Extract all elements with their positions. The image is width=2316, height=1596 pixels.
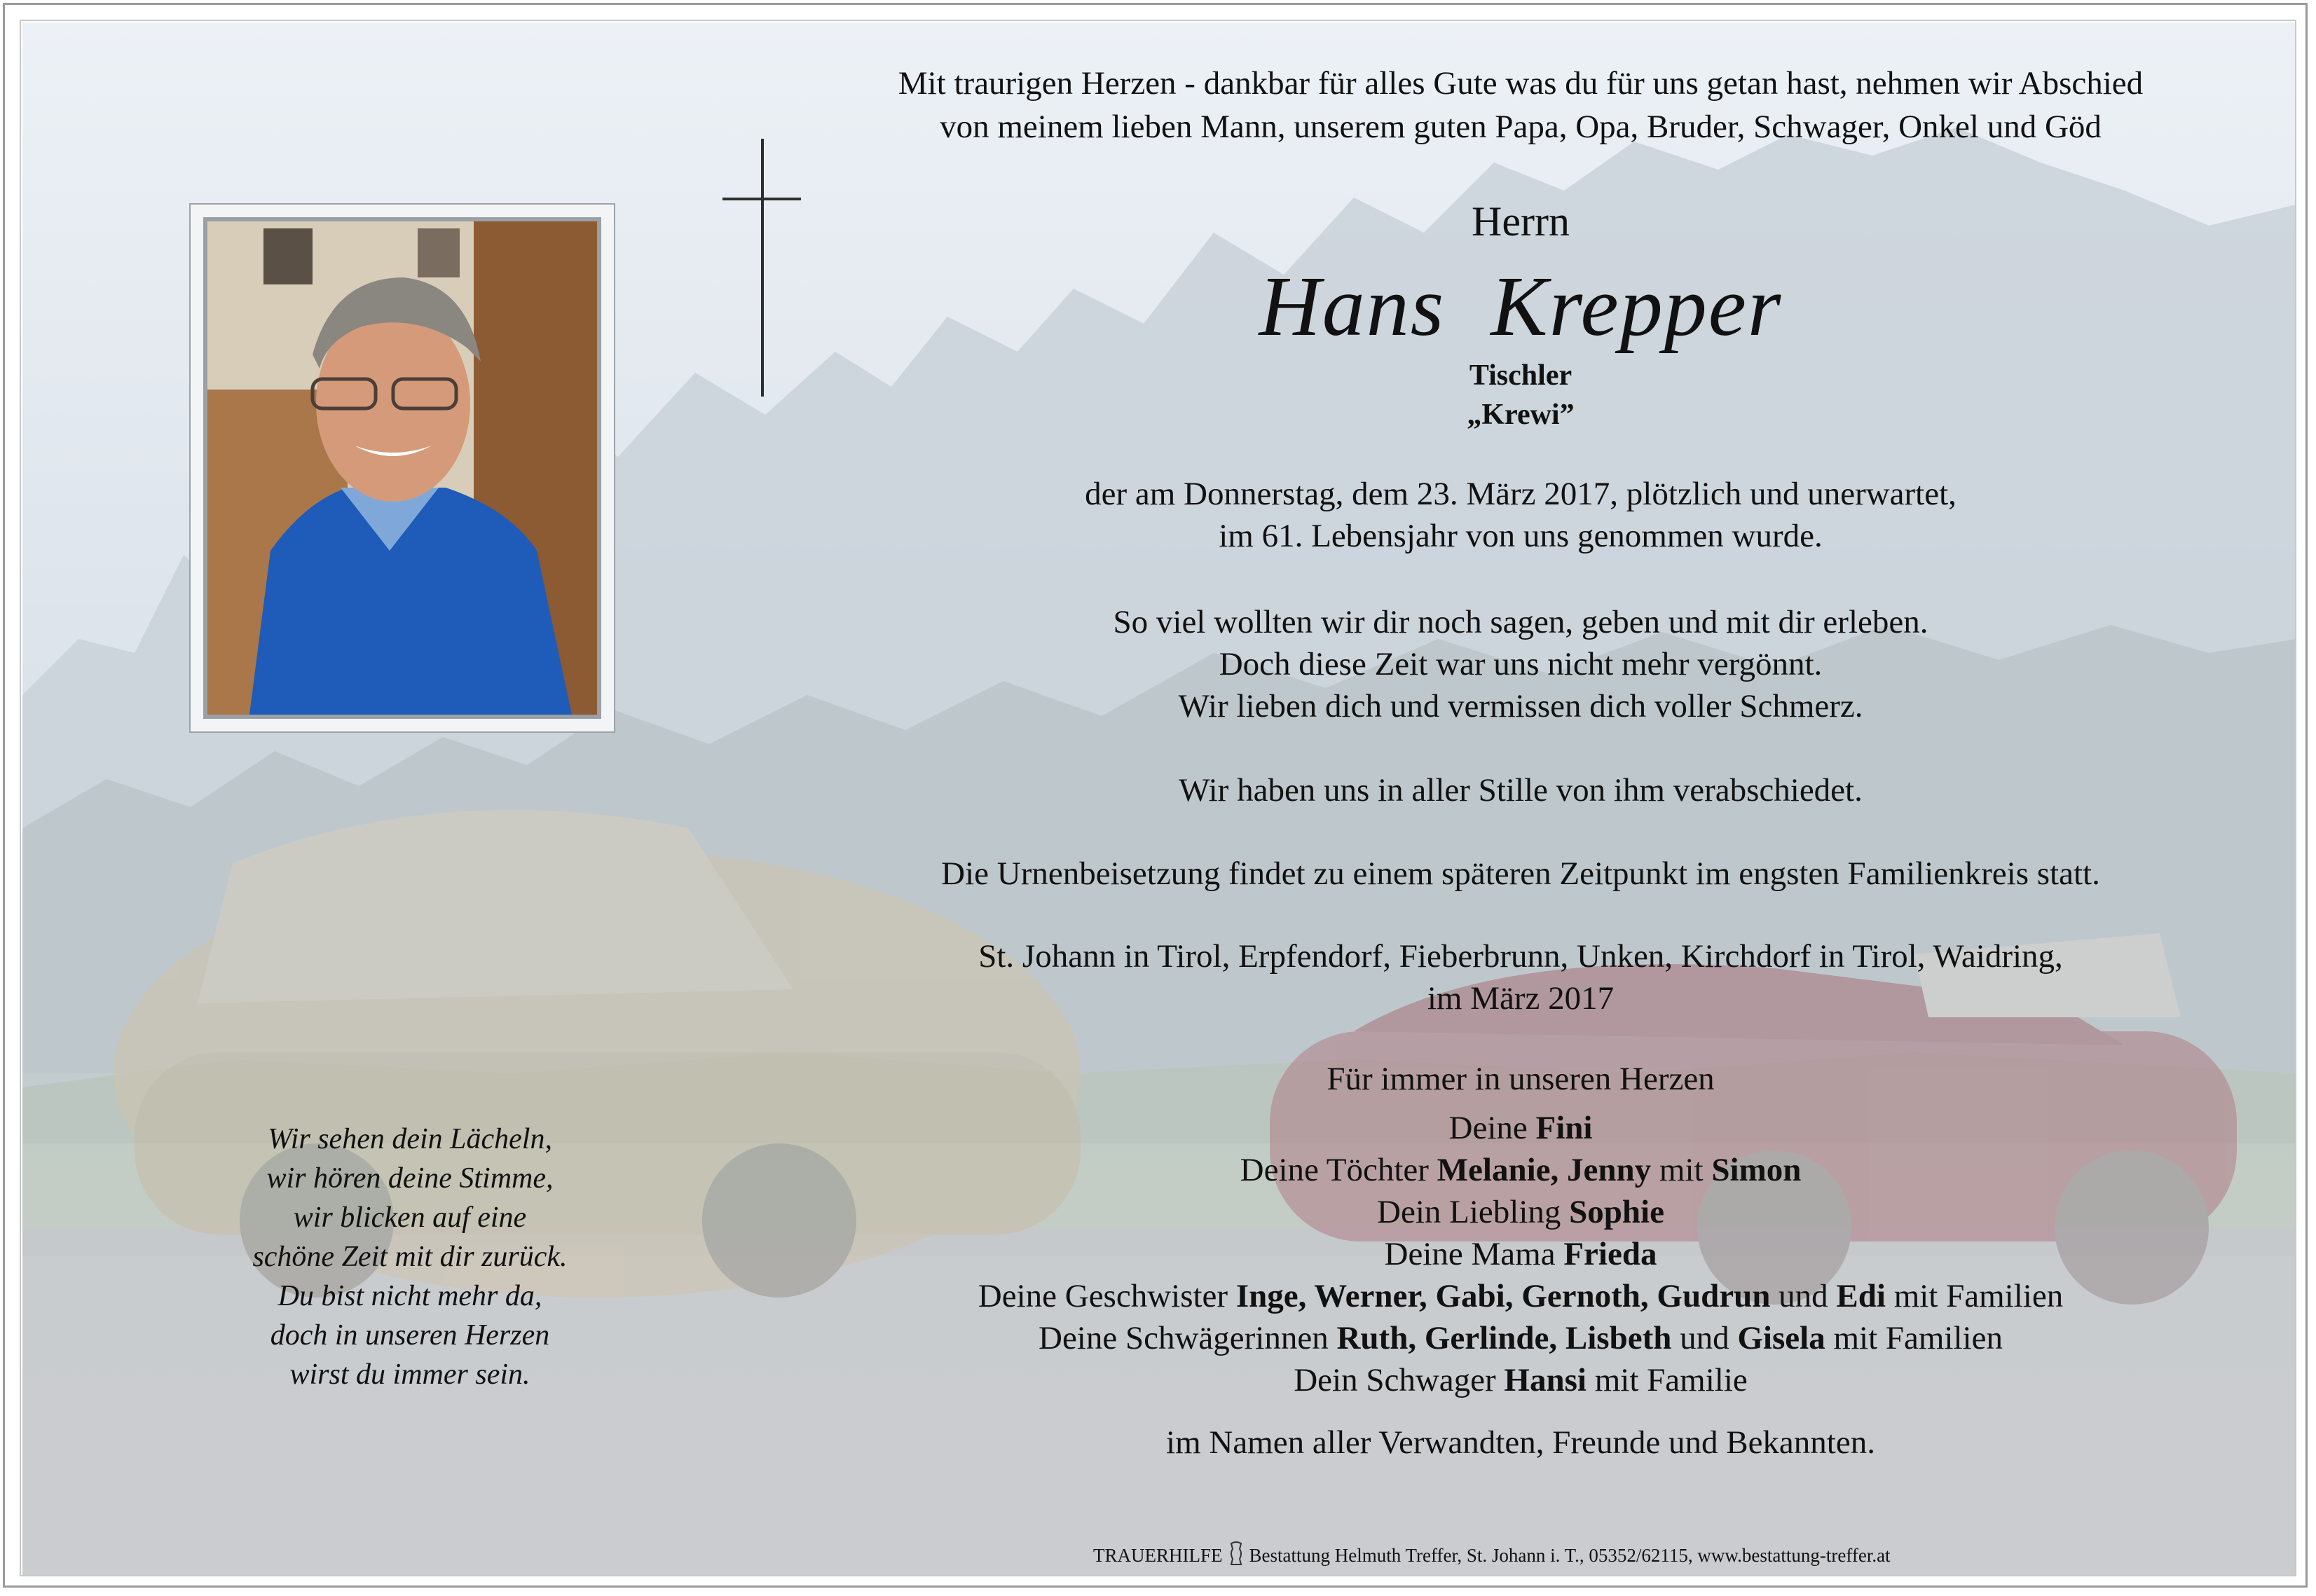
- family-list: [757, 1058, 2284, 1401]
- family-daughters: Deine Töchter Melanie, Jenny mit Simon: [1240, 1152, 1802, 1188]
- family-wife: Deine Fini: [1448, 1110, 1593, 1146]
- farewell-text: Wir haben uns in aller Stille von ihm verabschiedet.: [1179, 772, 1863, 809]
- poem-line: wirst du immer sein.: [289, 1358, 530, 1391]
- closing-text: im Namen aller Verwandten, Freunde und Bekannten.: [1166, 1424, 1875, 1461]
- family-mother: Deine Mama Frieda: [1384, 1236, 1657, 1272]
- occupation-block: [757, 356, 2284, 434]
- family-heading: Für immer in unseren Herzen: [1327, 1061, 1715, 1097]
- intro-line: Mit traurigen Herzen - dankbar für alles Gute was du für uns getan hast, nehmen wir Abschied: [898, 65, 2144, 102]
- poem-line: wir hören deine Stimme,: [266, 1162, 554, 1195]
- verse: [757, 601, 2284, 727]
- death-line: im 61. Lebensjahr von uns genommen wurde.: [1219, 518, 1823, 554]
- places-text: St. Johann in Tirol, Erpfendorf, Fieberbrunn, Unken, Kirchdorf in Tirol, Waidring,: [978, 938, 2063, 975]
- poem: [175, 1120, 645, 1394]
- death-notice: [757, 473, 2284, 557]
- poem-line: schöne Zeit mit dir zurück.: [252, 1241, 568, 1273]
- angel-logo-icon: [1227, 1539, 1245, 1567]
- footer-brand: TRAUERHILFE: [1093, 1545, 1223, 1566]
- burial-text: Die Urnenbeisetzung findet zu einem späteren Zeitpunkt im engsten Familienkreis statt.: [941, 855, 2100, 892]
- intro-text: [757, 62, 2284, 149]
- footer: [1093, 1539, 1891, 1567]
- poem-line: Du bist nicht mehr da,: [277, 1280, 542, 1312]
- intro-line: von meinem lieben Mann, unserem guten Papa, Opa, Bruder, Schwager, Onkel und Göd: [940, 109, 2102, 145]
- poem-line: wir blicken auf eine: [293, 1202, 527, 1234]
- portrait-photo: [203, 217, 601, 719]
- family-siblings: Deine Geschwister Inge, Werner, Gabi, Gernoth, Gudrun und Edi mit Familien: [978, 1278, 2064, 1314]
- salutation: Herrn: [1472, 198, 1570, 245]
- family-brother-in-law: Dein Schwager Hansi mit Familie: [1294, 1362, 1748, 1398]
- nickname: „Krewi”: [1467, 399, 1575, 431]
- family-sisters-in-law: Deine Schwägerinnen Ruth, Gerlinde, Lisbeth und Gisela mit Familien: [1039, 1320, 2003, 1356]
- poem-line: doch in unseren Herzen: [270, 1319, 550, 1351]
- verse-line: Doch diese Zeit war uns nicht mehr vergönnt.: [1219, 646, 1823, 682]
- poem-line: Wir sehen dein Lächeln,: [268, 1123, 552, 1155]
- footer-text: Bestattung Helmuth Treffer, St. Johann i. T., 05352/62115, www.bestattung-treffer.at: [1249, 1545, 1891, 1566]
- verse-line: So viel wollten wir dir noch sagen, geben und mit dir erleben.: [1113, 604, 1928, 640]
- verse-line: Wir lieben dich und vermissen dich voller Schmerz.: [1178, 688, 1863, 724]
- occupation: Tischler: [1469, 359, 1572, 392]
- deceased-name: Hans Krepper: [1259, 259, 1783, 354]
- date-text: im März 2017: [1427, 980, 1615, 1017]
- family-darling: Dein Liebling Sophie: [1377, 1194, 1664, 1230]
- death-line: der am Donnerstag, dem 23. März 2017, plötzlich und unerwartet,: [1085, 476, 1957, 512]
